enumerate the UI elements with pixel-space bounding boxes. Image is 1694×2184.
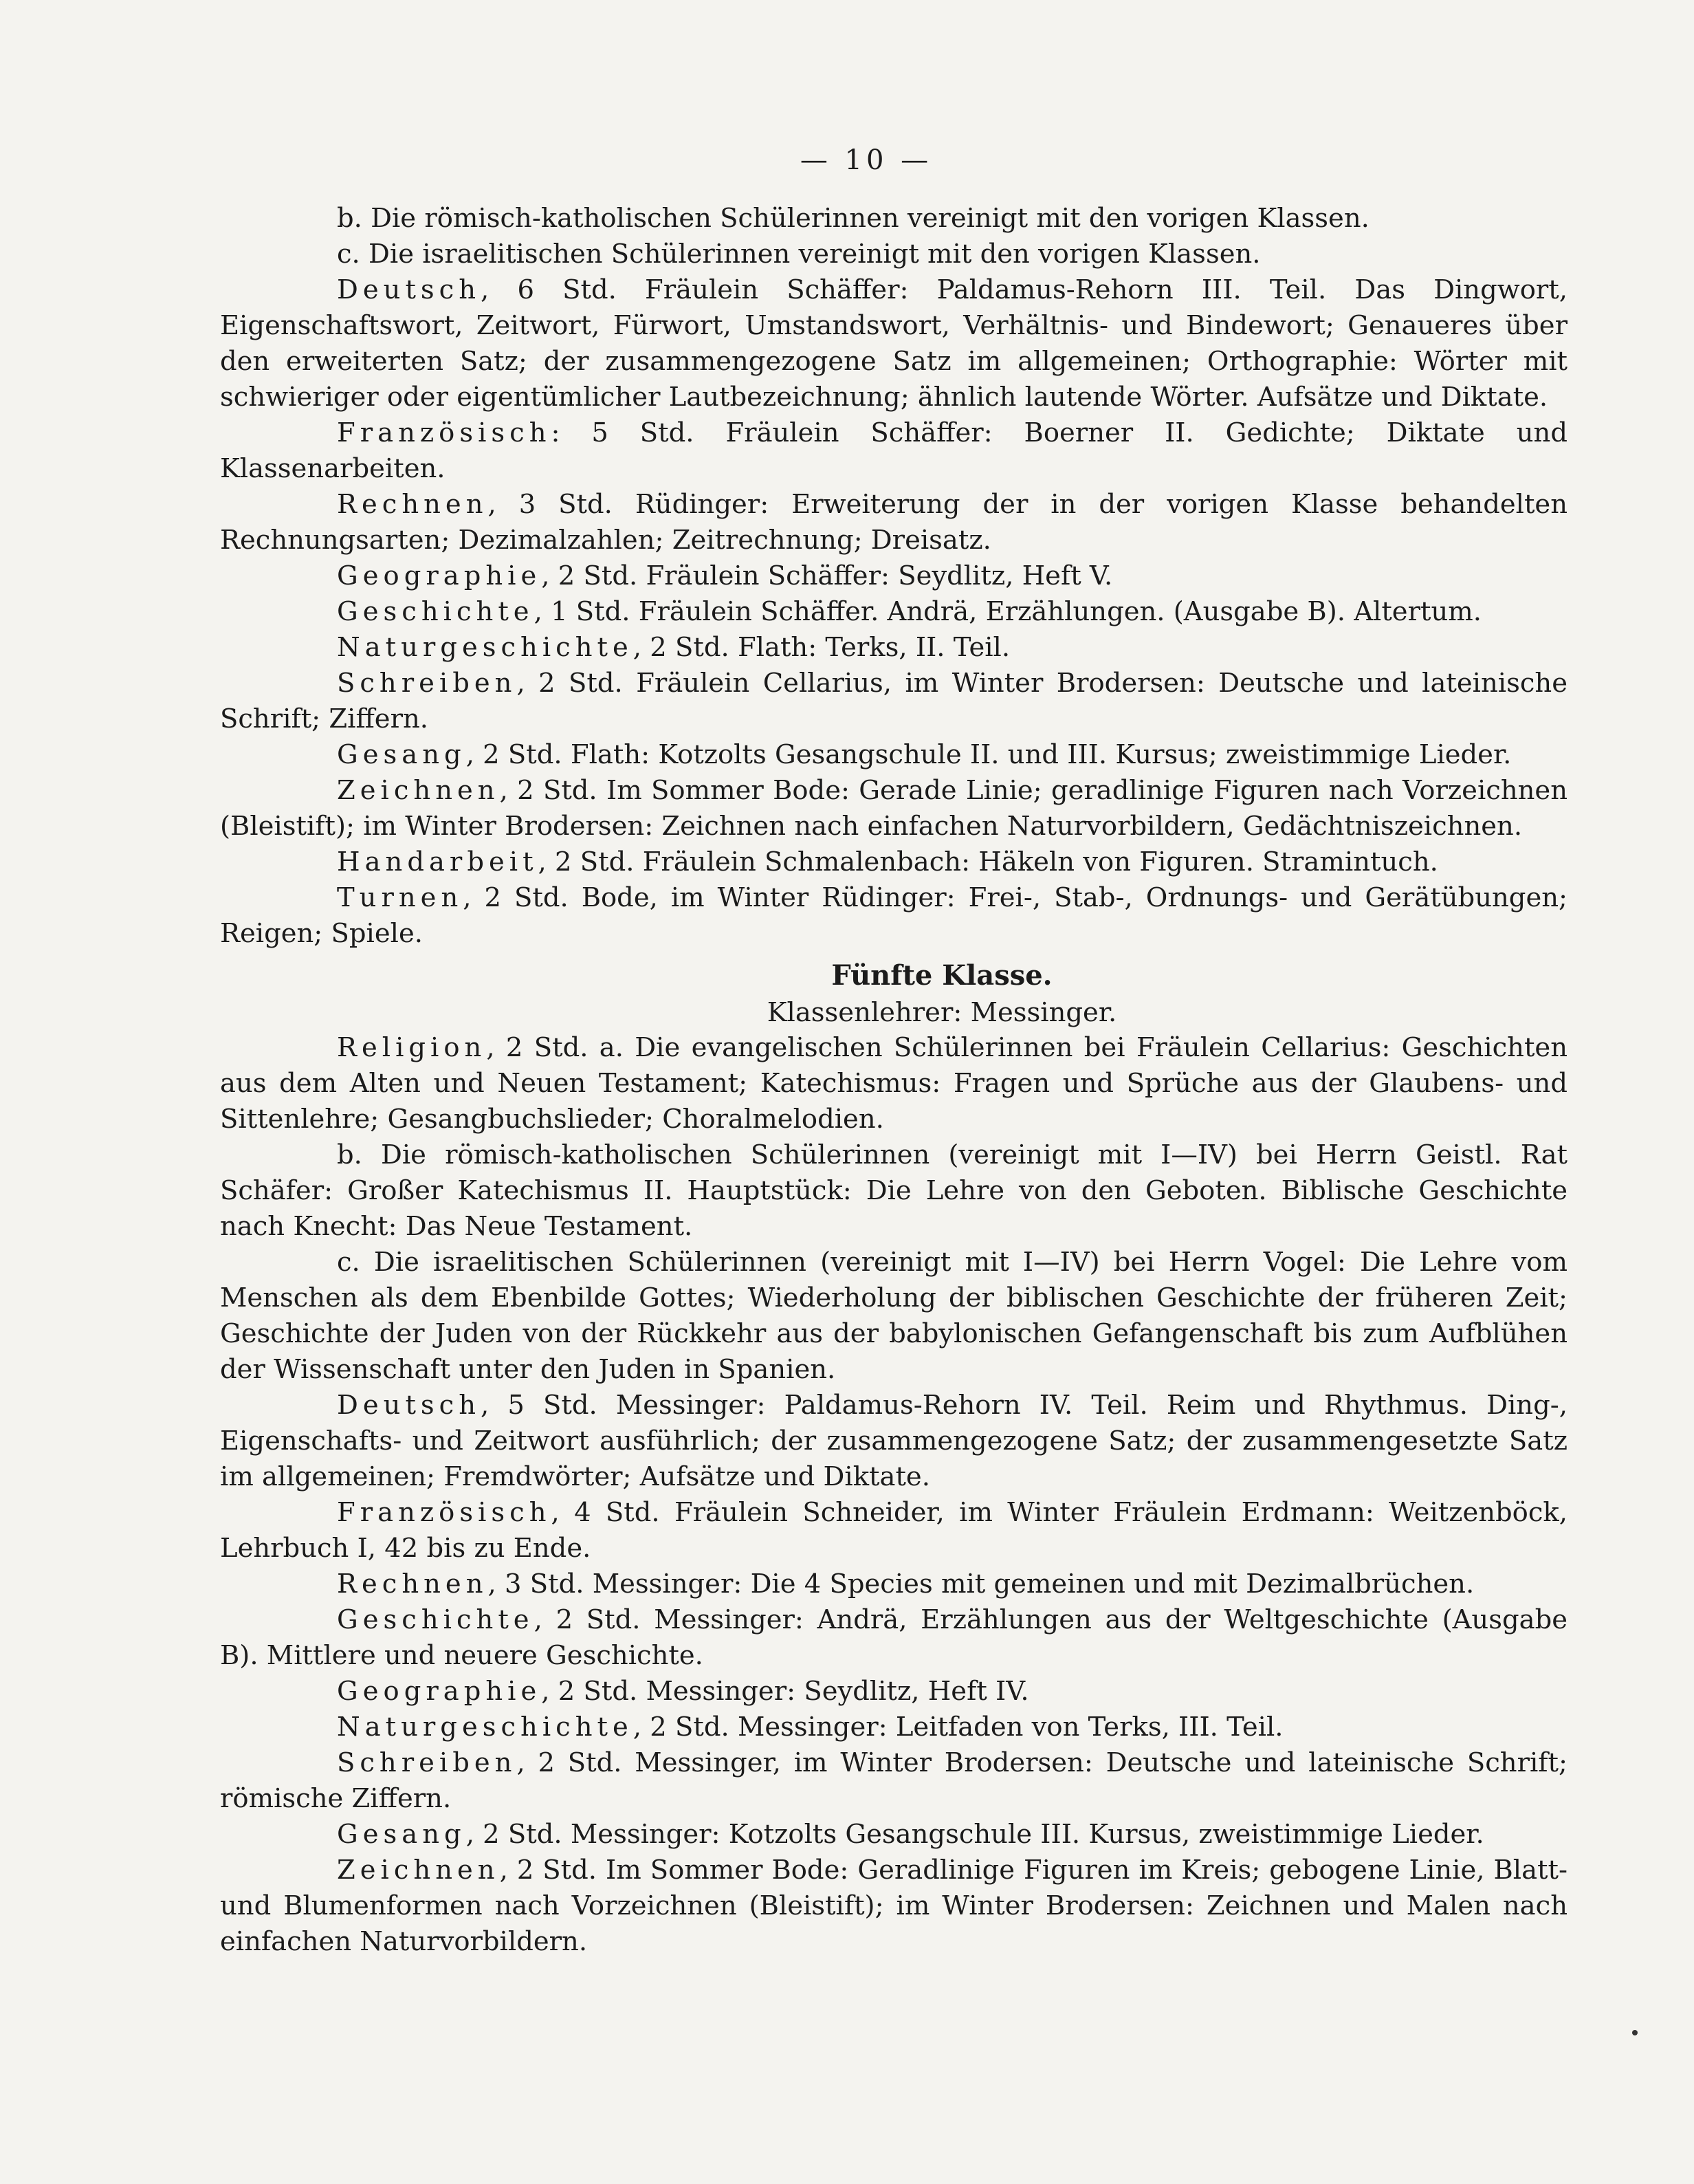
subject-name: Rechnen (337, 489, 488, 520)
paragraph-text: , 2 Std. Bode, im Winter Rüdinger: Frei-, Stab-, Ordnungs- und Gerätübungen; Reigen; Spiele. (220, 882, 1568, 949)
paragraph (220, 558, 1568, 594)
subject-name: Naturgeschichte (337, 632, 633, 663)
paragraph (220, 1566, 1568, 1602)
paragraph-text: , 2 Std. Messinger: Andrä, Erzählungen aus der Weltgeschichte (Ausgabe B). Mittlere und neuere Geschichte. (220, 1604, 1568, 1671)
subject-name: Schreiben (337, 668, 517, 699)
paragraph (220, 880, 1568, 952)
paragraph (220, 1030, 1568, 1137)
subject-name: Zeichnen (337, 775, 500, 806)
paragraph-text: , 3 Std. Rüdinger: Erweiterung der in der vorigen Klasse behandelten Rechnungsarten; Dezimalzahlen; Zeitrechnung; Dreisatz. (220, 489, 1568, 556)
paragraph (220, 415, 1568, 487)
paragraph-text: , 2 Std. Messinger: Kotzolts Gesangschule III. Kursus, zweistimmige Lieder. (465, 1819, 1484, 1850)
paragraph (220, 1674, 1568, 1710)
paragraph-text: , 2 Std. Messinger: Seydlitz, Heft IV. (541, 1676, 1029, 1707)
paragraph-text: , 2 Std. Fräulein Schmalenbach: Häkeln von Figuren. Stramintuch. (538, 847, 1438, 877)
paragraph-text: b. Die römisch-katholischen Schülerinnen vereinigt mit den vorigen Klassen. (337, 203, 1370, 234)
paragraph (220, 1745, 1568, 1817)
subject-name: Naturgeschichte (337, 1712, 633, 1743)
paragraph (220, 1602, 1568, 1674)
subject-name: Handarbeit (337, 847, 538, 877)
paragraph-text: b. Die römisch-katholischen Schülerinnen (vereinigt mit I—IV) bei Herrn Geistl. Rat Schäfer: Großer Katechismus II. Hauptstück: Die Lehre von den Geboten. Biblische Geschichte nach Knecht: Das Neue Testament. (220, 1139, 1568, 1242)
paragraph-text: , 2 Std. Im Sommer Bode: Geradlinige Figuren im Kreis; gebogene Linie, Blatt- und Blumenformen nach Vorzeichnen (Bleistift); im Winter Brodersen: Zeichnen und Malen nach einfachen Naturvorbildern. (220, 1855, 1568, 1957)
paragraph (220, 666, 1568, 737)
class-teacher: Klassenlehrer: Messinger. (767, 997, 1117, 1028)
section-heading: Fünfte Klasse. (831, 959, 1053, 992)
paragraph (220, 1817, 1568, 1853)
ink-spot (1632, 2030, 1638, 2035)
paragraph (220, 1245, 1568, 1388)
paragraph-text: , 3 Std. Messinger: Die 4 Species mit gemeinen und mit Dezimalbrüchen. (487, 1569, 1475, 1599)
paragraph-text: : 5 Std. Fräulein Schäffer: Boerner II. Gedichte; Diktate und Klassenarbeiten. (220, 417, 1568, 484)
paragraph (220, 630, 1568, 666)
subject-name: Deutsch (337, 274, 481, 305)
paragraph-text: , 2 Std. a. Die evangelischen Schülerinnen bei Fräulein Cellarius: Geschichten aus dem Alten und Neuen Testament; Katechismus: Fragen und Sprüche aus der Glaubens- und Sittenlehre; Gesangbuchslieder; Choralmelodien. (220, 1032, 1568, 1135)
paragraph-text: , 2 Std. Messinger: Leitfaden von Terks, III. Teil. (632, 1712, 1284, 1743)
paragraph-text: , 6 Std. Fräulein Schäffer: Paldamus-Rehorn III. Teil. Das Dingwort, Eigenschaftswort, Zeitwort, Fürwort, Umstandswort, Verhältnis- und Bindewort; Genaueres über den erweiterten Satz; der zusammengezogene Satz im allgemeinen; Orthographie: Wörter mit schwieriger oder eigentümlicher Lautbezeichnung; ähnlich lautende Wörter. Aufsätze und Diktate. (220, 274, 1568, 413)
subject-name: Schreiben (337, 1747, 517, 1778)
paragraph (220, 1137, 1568, 1245)
paragraph-text: , 2 Std. Fräulein Schäffer: Seydlitz, Heft V. (541, 560, 1113, 591)
subject-name: Französisch (337, 417, 551, 448)
subject-name: Geschichte (337, 1604, 534, 1635)
paragraph-text: , 2 Std. Im Sommer Bode: Gerade Linie; geradlinige Figuren nach Vorzeichnen (Bleistift); im Winter Brodersen: Zeichnen nach einfachen Naturvorbildern, Gedächtniszeichnen. (220, 775, 1568, 842)
section-sixth-class (220, 201, 1568, 952)
paragraph-text: c. Die israelitischen Schülerinnen (vereinigt mit I—IV) bei Herrn Vogel: Die Lehre vom Menschen als dem Ebenbilde Gottes; Wiederholung der biblischen Geschichte der früheren Zeit; Geschichte der Juden von der Rückkehr aus der babylonischen Gefangenschaft bis zum Aufblühen der Wissenschaft unter den Juden in Spanien. (220, 1247, 1568, 1385)
subject-name: Geographie (337, 560, 542, 591)
subject-name: Französisch (337, 1497, 551, 1528)
paragraph-text: , 2 Std. Fräulein Cellarius, im Winter Brodersen: Deutsche und lateinische Schrift; Ziffern. (220, 668, 1568, 734)
subject-name: Gesang (337, 1819, 466, 1850)
paragraph (220, 1388, 1568, 1495)
subject-name: Turnen (337, 882, 463, 913)
paragraph (220, 1710, 1568, 1745)
page-number: — 10 — (800, 144, 933, 176)
subject-name: Deutsch (337, 1390, 481, 1421)
paragraph (220, 201, 1568, 237)
subject-name: Religion (337, 1032, 487, 1063)
subject-name: Rechnen (337, 1569, 488, 1599)
subject-name: Zeichnen (337, 1855, 500, 1886)
paragraph-text: , 2 Std. Flath: Terks, II. Teil. (632, 632, 1011, 663)
paragraph (220, 594, 1568, 630)
document-page (220, 144, 1568, 1960)
paragraph-text: c. Die israelitischen Schülerinnen vereinigt mit den vorigen Klassen. (337, 239, 1261, 270)
subject-name: Geschichte (337, 596, 534, 627)
paragraph-text: , 2 Std. Flath: Kotzolts Gesangschule II. und III. Kursus; zweistimmige Lieder. (465, 739, 1512, 770)
paragraph-text: , 5 Std. Messinger: Paldamus-Rehorn IV. Teil. Reim und Rhythmus. Ding-, Eigenschafts- und Zeitwort ausführlich; der zusammengezogene Satz; der zusammengesetzte Satz im allgemeinen; Fremdwörter; Aufsätze und Diktate. (220, 1390, 1568, 1492)
paragraph (220, 773, 1568, 844)
paragraph-text: , 1 Std. Fräulein Schäffer. Andrä, Erzählungen. (Ausgabe B). Altertum. (534, 596, 1482, 627)
subject-name: Gesang (337, 739, 466, 770)
section-fifth-class (220, 956, 1568, 1960)
paragraph (220, 487, 1568, 558)
paragraph (220, 844, 1568, 880)
subject-name: Geographie (337, 1676, 542, 1707)
paragraph (220, 237, 1568, 272)
paragraph (220, 1495, 1568, 1566)
paragraph-text: , 4 Std. Fräulein Schneider, im Winter Fräulein Erdmann: Weitzenböck, Lehrbuch I, 42 bis zu Ende. (220, 1497, 1568, 1564)
paragraph (220, 737, 1568, 773)
paragraph-text: , 2 Std. Messinger, im Winter Brodersen: Deutsche und lateinische Schrift; römische Ziffern. (220, 1747, 1568, 1814)
paragraph (220, 272, 1568, 415)
paragraph (220, 1853, 1568, 1960)
